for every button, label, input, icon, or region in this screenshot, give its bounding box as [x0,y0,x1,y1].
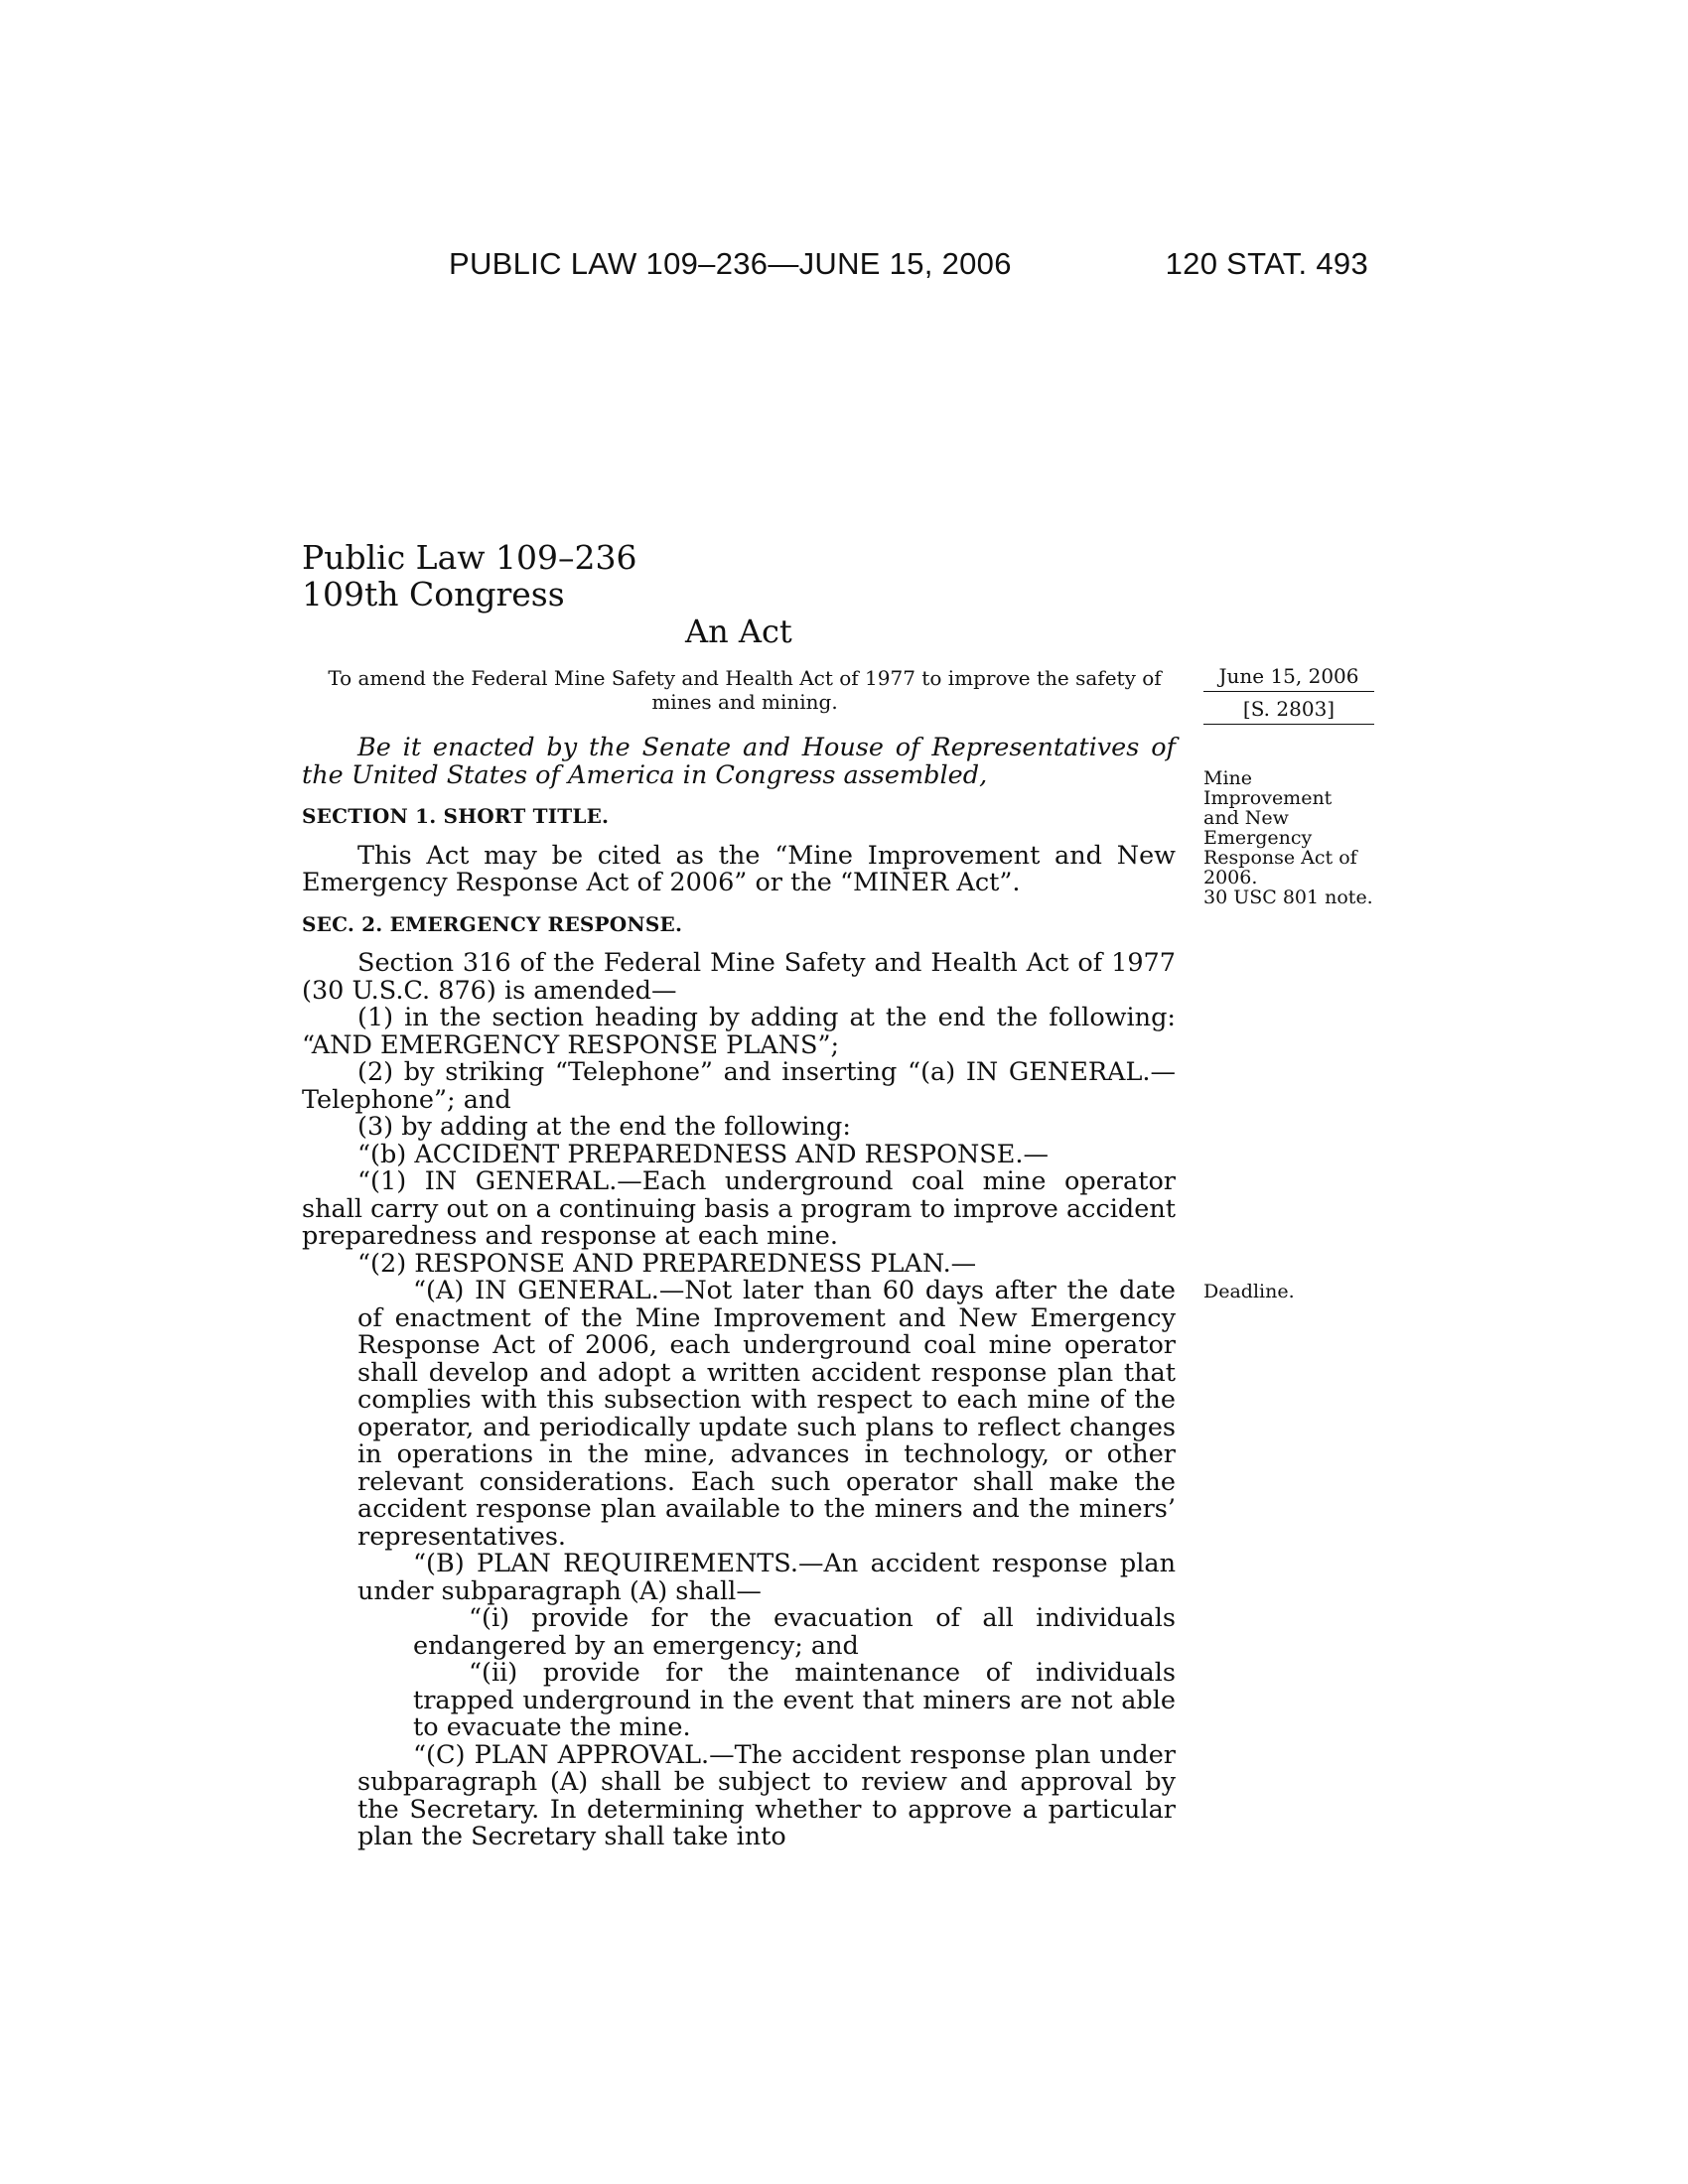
deadline-margin-note: Deadline. [1203,1281,1295,1302]
amendment-item-2: (2) by striking “Telephone” and inserting “(a) IN GENERAL.—Telephone”; and [302,1057,1176,1115]
margin-note-line: Emergency [1203,827,1313,849]
margin-note-line: and New [1203,807,1289,829]
act-purpose: To amend the Federal Mine Safety and Health Act of 1977 to improve the safety of mines and mining. [328,666,1162,714]
section-2-intro: Section 316 of the Federal Mine Safety and Health Act of 1977 (30 U.S.C. 876) is amended— [302,948,1176,1006]
paragraph-2-heading: “(2) RESPONSE AND PREPAREDNESS PLAN.— [357,1248,977,1279]
section-1-text: This Act may be cited as the “Mine Improvement and New Emergency Response Act of 2006” or the “MINER Act”. [302,840,1176,897]
amendment-item-3: (3) by adding at the end the following: [357,1112,851,1142]
margin-note-line: 2006. [1203,867,1258,888]
subsection-b-heading: “(b) ACCIDENT PREPAREDNESS AND RESPONSE.— [357,1139,1049,1169]
subparagraph-b: “(B) PLAN REQUIREMENTS.—An accident response plan under subparagraph (A) shall— [357,1549,1176,1606]
amendment-item-1: (1) in the section heading by adding at the end the following: “AND EMERGENCY RESPONSE PLANS”; [302,1003,1176,1060]
bill-number: [S. 2803] [1203,692,1374,725]
section-1-heading: SECTION 1. SHORT TITLE. [302,804,610,828]
approval-box [1203,665,1374,725]
margin-note-line: Mine [1203,767,1253,789]
law-heading [302,539,636,613]
section-2-heading: SEC. 2. EMERGENCY RESPONSE. [302,911,683,936]
subparagraph-a: “(A) IN GENERAL.—Not later than 60 days after the date of enactment of the Mine Improvement and New Emergency Response Act of 2006, each underground coal mine operator shall develop and adopt a written accident response plan that complies with this subsection with respect to each mine of the operator, and periodically update such plans to reflect changes in operations in the mine, advances in technology, or other relevant considerations. Each such operator shall make the accident response plan available to the miners and the miners’ representatives. [357,1276,1176,1552]
usc-citation-note: 30 USC 801 note. [1203,887,1373,908]
margin-note-line: Improvement [1203,787,1333,809]
clause-i: “(i) provide for the evacuation of all individuals endangered by an emergency; and [413,1603,1176,1661]
congress-label: 109th Congress [302,575,565,614]
act-body [302,735,1176,1851]
running-title: PUBLIC LAW 109–236—JUNE 15, 2006 [449,246,1012,281]
paragraph-1: “(1) IN GENERAL.—Each underground coal mine operator shall carry out on a continuing basis a program to improve accident preparedness and response at each mine. [302,1166,1176,1251]
short-title-margin-note [1203,768,1382,907]
approval-date: June 15, 2006 [1203,665,1374,692]
enacting-clause: Be it enacted by the Senate and House of Representatives of the United States of America in Congress assembled, [302,733,1176,790]
margin-note-line: Response Act of [1203,847,1357,869]
page-reference: 120 STAT. 493 [1165,246,1368,281]
act-label: An Act [685,613,792,650]
subparagraph-c: “(C) PLAN APPROVAL.—The accident response plan under subparagraph (A) shall be subject to review and approval by the Secretary. In determining whether to approve a particular plan the Secretary shall take into [357,1739,1176,1851]
law-number: Public Law 109–236 [302,538,637,577]
clause-ii: “(ii) provide for the maintenance of individuals trapped underground in the event that miners are not able to evacuate the mine. [413,1658,1176,1742]
